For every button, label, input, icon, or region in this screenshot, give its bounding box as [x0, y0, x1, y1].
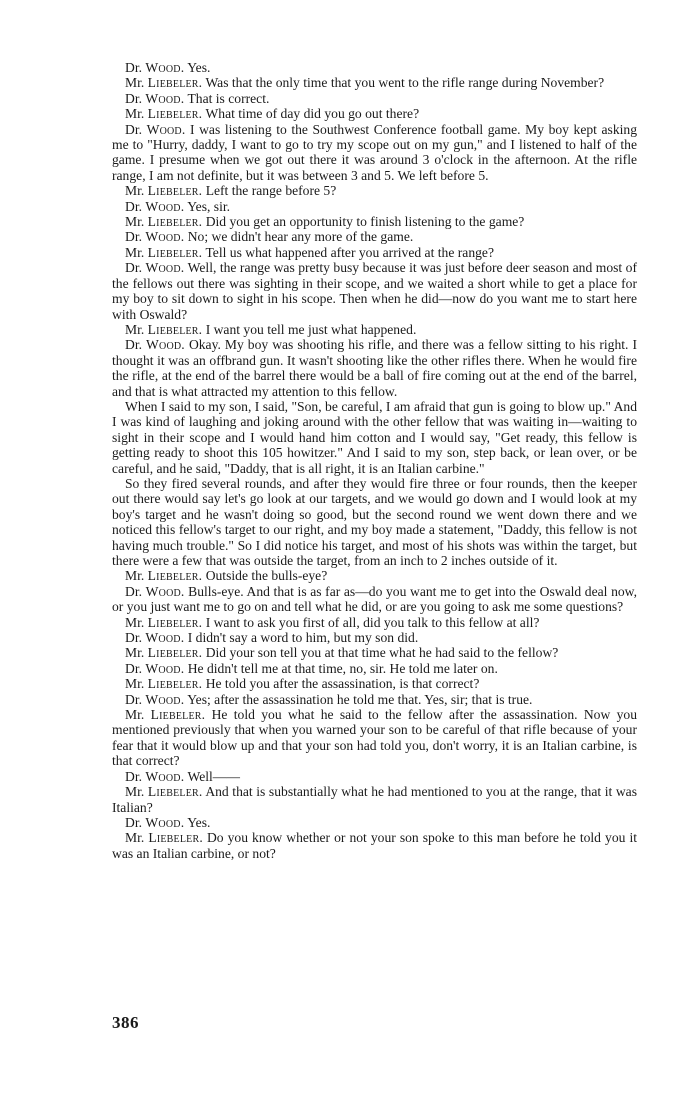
speaker-title: Dr.	[125, 198, 142, 214]
testimony-paragraph	[112, 815, 637, 830]
paragraph-text: What time of day did you go out there?	[205, 106, 420, 122]
testimony-paragraph	[112, 260, 637, 322]
paragraph-text: Left the range before 5?	[205, 183, 337, 199]
speaker-name: Wood.	[145, 583, 185, 599]
speaker-name: Liebeler.	[147, 784, 203, 800]
speaker-title: Dr.	[125, 337, 142, 353]
speaker-name: Wood.	[145, 691, 185, 707]
paragraph-text: I want to ask you first of all, did you talk to this fellow at all?	[205, 614, 540, 630]
speaker-title: Dr.	[125, 121, 142, 137]
paragraph-text: Did your son tell you at that time what he had said to the fellow?	[205, 645, 559, 661]
speaker-name: Liebeler.	[147, 244, 203, 260]
speaker-name: Liebeler.	[148, 830, 203, 846]
testimony-paragraph	[112, 769, 637, 784]
paragraph-text: He told you after the assassination, is that correct?	[205, 676, 480, 692]
testimony-paragraph	[112, 322, 637, 337]
transcript-body	[112, 60, 637, 861]
paragraph-text: That is correct.	[187, 90, 270, 106]
speaker-name: Liebeler.	[147, 214, 203, 230]
paragraph-text: Bulls-eye. And that is as far as—do you want me to get into the Oswald deal now, or you just want me to go on and tell what he did, or are you going to ask me some questions?	[112, 583, 637, 615]
testimony-paragraph	[112, 676, 637, 691]
speaker-title: Dr.	[125, 90, 142, 106]
speaker-name: Liebeler.	[147, 568, 203, 584]
testimony-paragraph	[112, 75, 637, 90]
speaker-name: Wood.	[145, 260, 185, 276]
speaker-title: Mr.	[125, 568, 145, 584]
paragraph-text: Well——	[187, 768, 240, 784]
speaker-title: Mr.	[125, 830, 145, 846]
page-number: 386	[112, 1013, 139, 1032]
paragraph-text: I was listening to the Southwest Conference football game. My boy kept asking me to "Hurry, daddy, I want to go to try my scope out on my gun," and I listened to half of the game. I presume when we got out there it was around 3 o'clock in the afternoon. At the rifle range, I am not definite, but it was between 3 and 5. We left before 5.	[112, 121, 637, 183]
paragraph-text: I want you tell me just what happened.	[205, 321, 417, 337]
testimony-paragraph	[112, 399, 637, 476]
speaker-title: Mr.	[125, 645, 145, 661]
paragraph-text: Yes.	[187, 814, 211, 830]
paragraph-text: Well, the range was pretty busy because it was just before deer season and most of the fellows out there was sighting in their scope, and we waited a short while to get a place for my boy to sit down to sight in his scope. Then when he did—now do you want me to start here with Oswald?	[112, 260, 637, 322]
paragraph-text: Tell us what happened after you arrived at the range?	[205, 244, 494, 260]
paragraph-text: No; we didn't hear any more of the game.	[187, 229, 414, 245]
speaker-name: Liebeler.	[147, 106, 203, 122]
speaker-title: Mr.	[125, 106, 145, 122]
testimony-paragraph	[112, 692, 637, 707]
speaker-title: Mr.	[125, 321, 145, 337]
testimony-paragraph	[112, 584, 637, 615]
paragraph-text: I didn't say a word to him, but my son did.	[187, 630, 419, 646]
testimony-paragraph	[112, 229, 637, 244]
speaker-title: Dr.	[125, 660, 142, 676]
speaker-title: Mr.	[125, 676, 145, 692]
testimony-paragraph	[112, 183, 637, 198]
speaker-name: Wood.	[145, 60, 185, 75]
speaker-title: Dr.	[125, 60, 142, 75]
speaker-name: Wood.	[145, 229, 185, 245]
testimony-paragraph	[112, 784, 637, 815]
paragraph-text: When I said to my son, I said, "Son, be careful, I am afraid that gun is going to blow up." And I was kind of laughing and joking around with the other fellow that was waiting in—waiting to sight in their scope and I would hand him cotton and I would say, "Get ready, this fellow is getting ready to shoot this 105 howitzer." And I said to my son, step back, or lean over, or be careful, and he said, "Daddy, that is all right, it is an Italian carbine."	[112, 398, 637, 476]
testimony-paragraph	[112, 630, 637, 645]
testimony-paragraph	[112, 568, 637, 583]
speaker-title: Dr.	[125, 768, 142, 784]
testimony-paragraph	[112, 199, 637, 214]
paragraph-text: Yes.	[187, 60, 211, 75]
testimony-paragraph	[112, 707, 637, 769]
testimony-paragraph	[112, 661, 637, 676]
paragraph-text: Okay. My boy was shooting his rifle, and there was a fellow sitting to his right. I thought it was an offbrand gun. It wasn't shooting like the other rifles there. When he would fire the rifle, at the end of the barrel there would be a ball of fire coming out at the end of the barrel, and that is what attracted my attention to this fellow.	[112, 337, 637, 399]
speaker-name: Liebeler.	[150, 707, 206, 723]
paragraph-text: Yes, sir.	[187, 198, 231, 214]
speaker-name: Wood.	[146, 337, 185, 353]
speaker-title: Dr.	[125, 630, 142, 646]
testimony-paragraph	[112, 476, 637, 568]
testimony-paragraph	[112, 60, 637, 75]
paragraph-text: He didn't tell me at that time, no, sir. He told me later on.	[187, 660, 498, 676]
paragraph-text: Was that the only time that you went to the rifle range during November?	[205, 75, 605, 91]
speaker-title: Dr.	[125, 583, 142, 599]
speaker-name: Wood.	[145, 814, 185, 830]
paragraph-text: Did you get an opportunity to finish listening to the game?	[205, 214, 525, 230]
testimony-paragraph	[112, 645, 637, 660]
speaker-name: Wood.	[145, 660, 185, 676]
speaker-name: Wood.	[145, 768, 185, 784]
speaker-title: Dr.	[125, 229, 142, 245]
speaker-name: Liebeler.	[147, 183, 203, 199]
speaker-title: Mr.	[125, 75, 145, 91]
speaker-title: Dr.	[125, 814, 142, 830]
testimony-paragraph	[112, 122, 637, 184]
testimony-paragraph	[112, 214, 637, 229]
speaker-title: Mr.	[125, 707, 145, 723]
testimony-paragraph	[112, 91, 637, 106]
speaker-name: Wood.	[145, 630, 185, 646]
speaker-name: Liebeler.	[147, 645, 203, 661]
paragraph-text: Outside the bulls-eye?	[205, 568, 328, 584]
speaker-title: Mr.	[125, 784, 145, 800]
speaker-name: Liebeler.	[147, 75, 203, 91]
speaker-title: Mr.	[125, 214, 145, 230]
testimony-paragraph	[112, 106, 637, 121]
testimony-paragraph	[112, 245, 637, 260]
paragraph-text: Yes; after the assassination he told me that. Yes, sir; that is true.	[187, 691, 533, 707]
speaker-title: Mr.	[125, 244, 145, 260]
testimony-paragraph	[112, 830, 637, 861]
speaker-name: Liebeler.	[147, 676, 203, 692]
paragraph-text: He told you what he said to the fellow after the assassination. Now you mentioned previously that when you warned your son to be careful of that rifle because of your fear that it would blow up and that your son had told you, don't worry, it is an Italian carbine, is that correct?	[112, 707, 638, 769]
testimony-paragraph	[112, 337, 637, 399]
speaker-name: Wood.	[145, 90, 185, 106]
paragraph-text: So they fired several rounds, and after they would fire three or four rounds, then the keeper out there would say let's go look at our targets, and we would go down and I would look at my boy's target and he wasn't doing so good, but the second round we went down there and we noticed this fellow's target to our right, and my boy made a statement, "Daddy, this fellow is not having much trouble." So I did notice his target, and most of his shots was within the target, but there were a few that was outside the target, from an inch to 2 inches outside of it.	[112, 475, 637, 568]
speaker-name: Wood.	[145, 198, 185, 214]
speaker-name: Liebeler.	[147, 614, 203, 630]
testimony-paragraph	[112, 615, 637, 630]
speaker-name: Wood.	[146, 121, 186, 137]
speaker-title: Mr.	[125, 614, 145, 630]
speaker-name: Liebeler.	[147, 321, 203, 337]
paragraph-text: And that is substantially what he had mentioned to you at the range, that it was Italian?	[112, 784, 637, 815]
speaker-title: Mr.	[125, 183, 145, 199]
speaker-title: Dr.	[125, 691, 142, 707]
speaker-title: Dr.	[125, 260, 142, 276]
paragraph-text: Do you know whether or not your son spoke to this man before he told you it was an Italian carbine, or not?	[112, 830, 637, 861]
